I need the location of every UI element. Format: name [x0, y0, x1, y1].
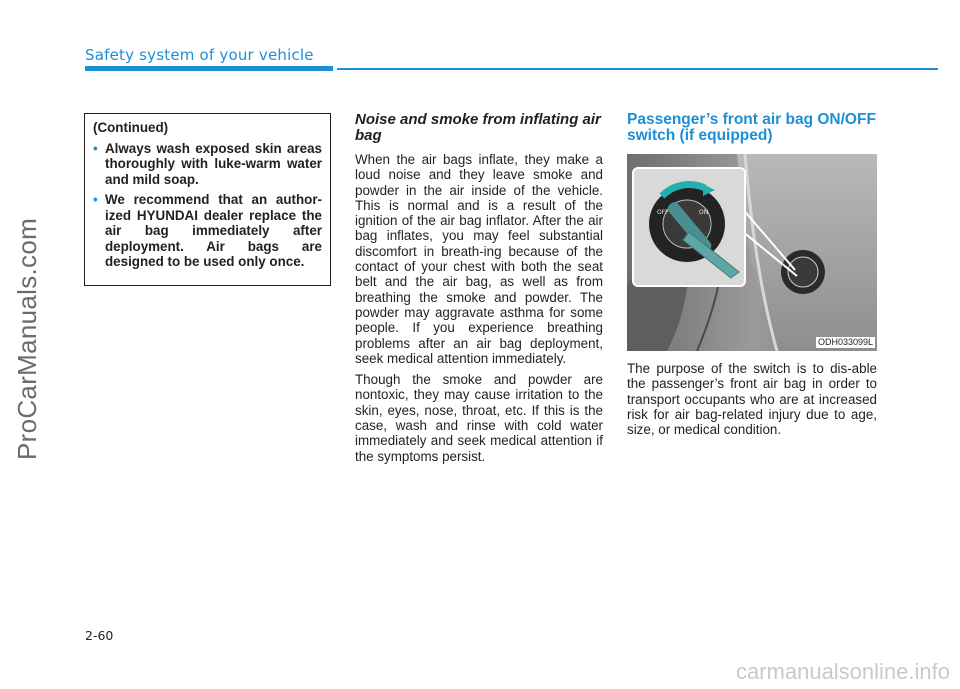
warning-bullet-text: We recommend that an author-ized HYUNDAI dealer replace the air bag immediately after deployment. Air bags are designed to be used only once. [105, 192, 322, 269]
warning-box [84, 113, 331, 286]
continued-label: (Continued) [93, 120, 169, 135]
figure-code: ODH033099L [817, 337, 873, 347]
section-heading: Passenger’s front air bag ON/OFF switch (if equipped) [627, 111, 876, 144]
airbag-switch-section [627, 112, 877, 437]
warning-bullet [93, 141, 322, 188]
airbag-switch-illustration [627, 154, 877, 351]
noise-smoke-section [355, 112, 603, 470]
body-paragraph: Though the smoke and powder are nontoxic, they may cause irritation to the skin, eyes, nose, throat, etc. If this is the case, wash and rinse with cold water immediately and seek medical attention if the symptoms persist. [355, 372, 603, 464]
body-paragraph: When the air bags inflate, they make a loud noise and they leave smoke and powder in the air inside of the vehicle. This is normal and is a result of the ignition of the air bag inflator. After the air bag inflates, you may feel substantial discomfort in breath-ing because of the contact of your chest with both the seat belt and the air bag, as well as from breathing the smoke and powder. The powder may aggravate asthma for some people. If you experience breathing problems after an air bag deployment, seek medical attention immediately. [355, 152, 603, 366]
bullet-icon: • [93, 192, 98, 207]
header-rule-thin [337, 68, 938, 70]
warning-bullet [93, 192, 322, 270]
header-rule-thick [85, 66, 333, 71]
svg-text:OFF: OFF [657, 209, 669, 216]
bullet-icon: • [93, 140, 98, 156]
side-watermark: ProCarManuals.com [12, 217, 42, 460]
page-number: 2-60 [85, 628, 114, 643]
svg-text:ON: ON [699, 209, 709, 216]
warning-bullet-text: Always wash exposed skin areas thoroughly with luke-warm water and mild soap. [105, 140, 322, 187]
section-title: Safety system of your vehicle [85, 46, 314, 64]
section-heading: Noise and smoke from inflating air bag [355, 111, 601, 144]
switch-illustration-graphic [627, 154, 877, 351]
body-paragraph: The purpose of the switch is to dis-able the passenger’s front air bag in order to transport occupants who are at increased risk for air bag-related injury due to age, size, or medical condition. [627, 361, 877, 438]
bottom-watermark: carmanualsonline.info [735, 659, 950, 684]
